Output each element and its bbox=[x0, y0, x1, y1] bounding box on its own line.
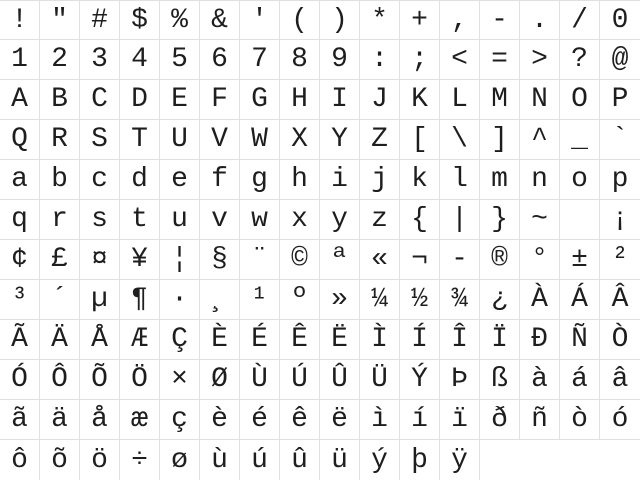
glyph-cell[interactable]: ` bbox=[600, 120, 640, 160]
glyph-cell[interactable]: 5 bbox=[160, 40, 200, 80]
glyph-cell[interactable]: @ bbox=[600, 40, 640, 80]
glyph-cell[interactable]: å bbox=[80, 400, 120, 440]
glyph-cell[interactable]: Î bbox=[440, 320, 480, 360]
glyph-cell[interactable]: ! bbox=[0, 0, 40, 40]
glyph-cell[interactable]: U bbox=[160, 120, 200, 160]
glyph-cell[interactable]: Ð bbox=[520, 320, 560, 360]
glyph-cell[interactable]: Ñ bbox=[560, 320, 600, 360]
glyph-cell[interactable]: = bbox=[480, 40, 520, 80]
glyph-cell[interactable]: m bbox=[480, 160, 520, 200]
glyph-cell[interactable]: Ú bbox=[280, 360, 320, 400]
glyph-cell[interactable]: z bbox=[360, 200, 400, 240]
glyph-cell[interactable]: â bbox=[600, 360, 640, 400]
glyph-cell[interactable]: ¬ bbox=[400, 240, 440, 280]
glyph-cell[interactable]: ò bbox=[560, 400, 600, 440]
glyph-cell[interactable]: ð bbox=[480, 400, 520, 440]
glyph-cell[interactable]: · bbox=[160, 280, 200, 320]
glyph-cell[interactable]: P bbox=[600, 80, 640, 120]
glyph-cell[interactable]: Ï bbox=[480, 320, 520, 360]
glyph-cell[interactable]: W bbox=[240, 120, 280, 160]
glyph-cell[interactable]: Û bbox=[320, 360, 360, 400]
glyph-cell[interactable]: 0 bbox=[600, 0, 640, 40]
glyph-cell[interactable]: ù bbox=[200, 440, 240, 480]
glyph-cell[interactable]: - bbox=[480, 0, 520, 40]
glyph-cell[interactable]: è bbox=[200, 400, 240, 440]
glyph-cell[interactable]: ö bbox=[80, 440, 120, 480]
glyph-cell[interactable]: v bbox=[200, 200, 240, 240]
glyph-cell[interactable]: þ bbox=[400, 440, 440, 480]
glyph-cell[interactable]: 3 bbox=[80, 40, 120, 80]
glyph-cell[interactable]: [ bbox=[400, 120, 440, 160]
glyph-cell[interactable]: } bbox=[480, 200, 520, 240]
glyph-cell[interactable]: Ó bbox=[0, 360, 40, 400]
glyph-cell[interactable]: × bbox=[160, 360, 200, 400]
glyph-cell[interactable]: L bbox=[440, 80, 480, 120]
glyph-cell[interactable]: ä bbox=[40, 400, 80, 440]
glyph-cell[interactable]: & bbox=[200, 0, 240, 40]
glyph-cell[interactable]: á bbox=[560, 360, 600, 400]
glyph-cell[interactable]: d bbox=[120, 160, 160, 200]
glyph-cell[interactable]: ¹ bbox=[240, 280, 280, 320]
glyph-cell[interactable]: § bbox=[200, 240, 240, 280]
glyph-cell[interactable]: a bbox=[0, 160, 40, 200]
glyph-cell[interactable]: f bbox=[200, 160, 240, 200]
glyph-cell[interactable]: ê bbox=[280, 400, 320, 440]
glyph-cell[interactable]: N bbox=[520, 80, 560, 120]
glyph-cell[interactable]: q bbox=[0, 200, 40, 240]
glyph-cell[interactable]: r bbox=[40, 200, 80, 240]
glyph-cell[interactable]: $ bbox=[120, 0, 160, 40]
glyph-cell[interactable]: Ö bbox=[120, 360, 160, 400]
glyph-cell[interactable]: ' bbox=[240, 0, 280, 40]
empty-cell bbox=[560, 440, 600, 480]
glyph-cell[interactable]: . bbox=[520, 0, 560, 40]
glyph-cell[interactable]: Þ bbox=[440, 360, 480, 400]
glyph-cell[interactable]: j bbox=[360, 160, 400, 200]
glyph-cell[interactable]: Å bbox=[80, 320, 120, 360]
glyph-cell[interactable]: é bbox=[240, 400, 280, 440]
glyph-cell[interactable]: > bbox=[520, 40, 560, 80]
glyph-cell[interactable]: ª bbox=[320, 240, 360, 280]
glyph-cell[interactable]: e bbox=[160, 160, 200, 200]
glyph-cell[interactable]: n bbox=[520, 160, 560, 200]
empty-cell bbox=[480, 440, 520, 480]
glyph-cell[interactable]: + bbox=[400, 0, 440, 40]
glyph-cell[interactable]: ® bbox=[480, 240, 520, 280]
glyph-cell[interactable]: º bbox=[280, 280, 320, 320]
glyph-cell[interactable]: ² bbox=[600, 240, 640, 280]
glyph-cell[interactable]: 2 bbox=[40, 40, 80, 80]
glyph-cell[interactable]: û bbox=[280, 440, 320, 480]
glyph-cell[interactable]: % bbox=[160, 0, 200, 40]
glyph-cell[interactable]: ¤ bbox=[80, 240, 120, 280]
glyph-cell[interactable]: ± bbox=[560, 240, 600, 280]
glyph-cell[interactable]: 6 bbox=[200, 40, 240, 80]
glyph-cell[interactable]: V bbox=[200, 120, 240, 160]
glyph-cell[interactable]: Z bbox=[360, 120, 400, 160]
glyph-cell[interactable]: 8 bbox=[280, 40, 320, 80]
glyph-cell[interactable]: Ø bbox=[200, 360, 240, 400]
glyph-cell[interactable]: Ü bbox=[360, 360, 400, 400]
glyph-cell[interactable]: ì bbox=[360, 400, 400, 440]
glyph-cell[interactable]: Æ bbox=[120, 320, 160, 360]
glyph-cell[interactable]: ^ bbox=[520, 120, 560, 160]
glyph-cell[interactable]: ý bbox=[360, 440, 400, 480]
glyph-cell[interactable]: ñ bbox=[520, 400, 560, 440]
glyph-cell[interactable]: k bbox=[400, 160, 440, 200]
glyph-cell[interactable]: G bbox=[240, 80, 280, 120]
glyph-cell[interactable]: æ bbox=[120, 400, 160, 440]
glyph-cell[interactable]: ¡ bbox=[600, 200, 640, 240]
glyph-cell[interactable]: 4 bbox=[120, 40, 160, 80]
glyph-cell[interactable]: ; bbox=[400, 40, 440, 80]
empty-cell bbox=[520, 440, 560, 480]
glyph-cell[interactable]: O bbox=[560, 80, 600, 120]
glyph-cell[interactable]: b bbox=[40, 160, 80, 200]
glyph-cell[interactable]: Á bbox=[560, 280, 600, 320]
glyph-cell[interactable]: 1 bbox=[0, 40, 40, 80]
glyph-cell[interactable]: ½ bbox=[400, 280, 440, 320]
glyph-cell[interactable]: ï bbox=[440, 400, 480, 440]
glyph-cell[interactable]: : bbox=[360, 40, 400, 80]
glyph-cell[interactable]: É bbox=[240, 320, 280, 360]
glyph-cell[interactable]: c bbox=[80, 160, 120, 200]
glyph-cell[interactable]: ¦ bbox=[160, 240, 200, 280]
glyph-cell[interactable]: s bbox=[80, 200, 120, 240]
glyph-cell[interactable]: i bbox=[320, 160, 360, 200]
glyph-cell[interactable]: R bbox=[40, 120, 80, 160]
glyph-cell[interactable]: Õ bbox=[80, 360, 120, 400]
glyph-cell[interactable]: ß bbox=[480, 360, 520, 400]
glyph-cell[interactable]: © bbox=[280, 240, 320, 280]
glyph-cell[interactable]: u bbox=[160, 200, 200, 240]
glyph-cell[interactable]: F bbox=[200, 80, 240, 120]
glyph-cell[interactable]: h bbox=[280, 160, 320, 200]
glyph-cell[interactable]: ¼ bbox=[360, 280, 400, 320]
glyph-cell[interactable]: < bbox=[440, 40, 480, 80]
glyph-cell[interactable]: ¢ bbox=[0, 240, 40, 280]
glyph-cell[interactable]: ¶ bbox=[120, 280, 160, 320]
glyph-cell[interactable]: ÿ bbox=[440, 440, 480, 480]
glyph-cell[interactable]: K bbox=[400, 80, 440, 120]
glyph-cell[interactable]: ( bbox=[280, 0, 320, 40]
glyph-cell[interactable]: Ô bbox=[40, 360, 80, 400]
glyph-cell[interactable]: A bbox=[0, 80, 40, 120]
glyph-cell[interactable]: ô bbox=[0, 440, 40, 480]
glyph-cell[interactable]: g bbox=[240, 160, 280, 200]
glyph-cell[interactable]: M bbox=[480, 80, 520, 120]
glyph-cell[interactable]: ~ bbox=[520, 200, 560, 240]
glyph-cell[interactable]: Í bbox=[400, 320, 440, 360]
glyph-cell[interactable]: à bbox=[520, 360, 560, 400]
glyph-cell[interactable]: ) bbox=[320, 0, 360, 40]
glyph-cell[interactable]: * bbox=[360, 0, 400, 40]
glyph-cell[interactable]: ë bbox=[320, 400, 360, 440]
glyph-cell[interactable]: í bbox=[400, 400, 440, 440]
empty-cell bbox=[560, 200, 600, 240]
glyph-cell[interactable]: " bbox=[40, 0, 80, 40]
glyph-cell[interactable]: ] bbox=[480, 120, 520, 160]
glyph-cell[interactable]: C bbox=[80, 80, 120, 120]
glyph-cell[interactable]: - bbox=[440, 240, 480, 280]
empty-cell bbox=[600, 440, 640, 480]
glyph-cell[interactable]: È bbox=[200, 320, 240, 360]
glyph-cell[interactable]: o bbox=[560, 160, 600, 200]
glyph-cell[interactable]: { bbox=[400, 200, 440, 240]
glyph-cell[interactable]: Ì bbox=[360, 320, 400, 360]
glyph-cell[interactable]: Ë bbox=[320, 320, 360, 360]
glyph-cell[interactable]: 7 bbox=[240, 40, 280, 80]
glyph-cell[interactable]: Ê bbox=[280, 320, 320, 360]
glyph-cell[interactable]: l bbox=[440, 160, 480, 200]
glyph-cell[interactable]: X bbox=[280, 120, 320, 160]
glyph-cell[interactable]: ç bbox=[160, 400, 200, 440]
glyph-cell[interactable]: ? bbox=[560, 40, 600, 80]
glyph-cell[interactable]: _ bbox=[560, 120, 600, 160]
glyph-cell[interactable]: » bbox=[320, 280, 360, 320]
glyph-cell[interactable]: | bbox=[440, 200, 480, 240]
glyph-cell[interactable]: y bbox=[320, 200, 360, 240]
glyph-cell[interactable]: µ bbox=[80, 280, 120, 320]
glyph-cell[interactable]: £ bbox=[40, 240, 80, 280]
glyph-cell[interactable]: ú bbox=[240, 440, 280, 480]
glyph-cell[interactable]: ó bbox=[600, 400, 640, 440]
glyph-cell[interactable]: ¸ bbox=[200, 280, 240, 320]
glyph-cell[interactable]: \ bbox=[440, 120, 480, 160]
glyph-cell[interactable]: Ä bbox=[40, 320, 80, 360]
glyph-cell[interactable]: I bbox=[320, 80, 360, 120]
glyph-cell[interactable]: ¿ bbox=[480, 280, 520, 320]
glyph-cell[interactable]: B bbox=[40, 80, 80, 120]
glyph-cell[interactable]: t bbox=[120, 200, 160, 240]
glyph-cell[interactable]: ÷ bbox=[120, 440, 160, 480]
glyph-cell[interactable]: õ bbox=[40, 440, 80, 480]
glyph-cell[interactable]: Ã bbox=[0, 320, 40, 360]
glyph-cell[interactable]: T bbox=[120, 120, 160, 160]
glyph-cell[interactable]: Y bbox=[320, 120, 360, 160]
glyph-cell[interactable]: ¨ bbox=[240, 240, 280, 280]
glyph-cell[interactable]: J bbox=[360, 80, 400, 120]
glyph-cell[interactable]: ã bbox=[0, 400, 40, 440]
glyph-cell[interactable]: w bbox=[240, 200, 280, 240]
glyph-cell[interactable]: Q bbox=[0, 120, 40, 160]
glyph-cell[interactable]: Ò bbox=[600, 320, 640, 360]
glyph-cell[interactable]: Â bbox=[600, 280, 640, 320]
glyph-cell[interactable]: p bbox=[600, 160, 640, 200]
glyph-cell[interactable]: # bbox=[80, 0, 120, 40]
glyph-cell[interactable]: « bbox=[360, 240, 400, 280]
glyph-cell[interactable]: ³ bbox=[0, 280, 40, 320]
glyph-cell[interactable]: À bbox=[520, 280, 560, 320]
glyph-cell[interactable]: E bbox=[160, 80, 200, 120]
glyph-cell[interactable]: , bbox=[440, 0, 480, 40]
glyph-cell[interactable]: Ý bbox=[400, 360, 440, 400]
glyph-cell[interactable]: ü bbox=[320, 440, 360, 480]
glyph-cell[interactable]: Ç bbox=[160, 320, 200, 360]
glyph-cell[interactable]: ø bbox=[160, 440, 200, 480]
glyph-cell[interactable]: ° bbox=[520, 240, 560, 280]
glyph-cell[interactable]: x bbox=[280, 200, 320, 240]
glyph-cell[interactable]: ¾ bbox=[440, 280, 480, 320]
glyph-cell[interactable]: / bbox=[560, 0, 600, 40]
glyph-cell[interactable]: S bbox=[80, 120, 120, 160]
glyph-cell[interactable]: Ù bbox=[240, 360, 280, 400]
glyph-cell[interactable]: ´ bbox=[40, 280, 80, 320]
glyph-cell[interactable]: H bbox=[280, 80, 320, 120]
glyph-cell[interactable]: D bbox=[120, 80, 160, 120]
glyph-cell[interactable]: ¥ bbox=[120, 240, 160, 280]
glyph-cell[interactable]: 9 bbox=[320, 40, 360, 80]
